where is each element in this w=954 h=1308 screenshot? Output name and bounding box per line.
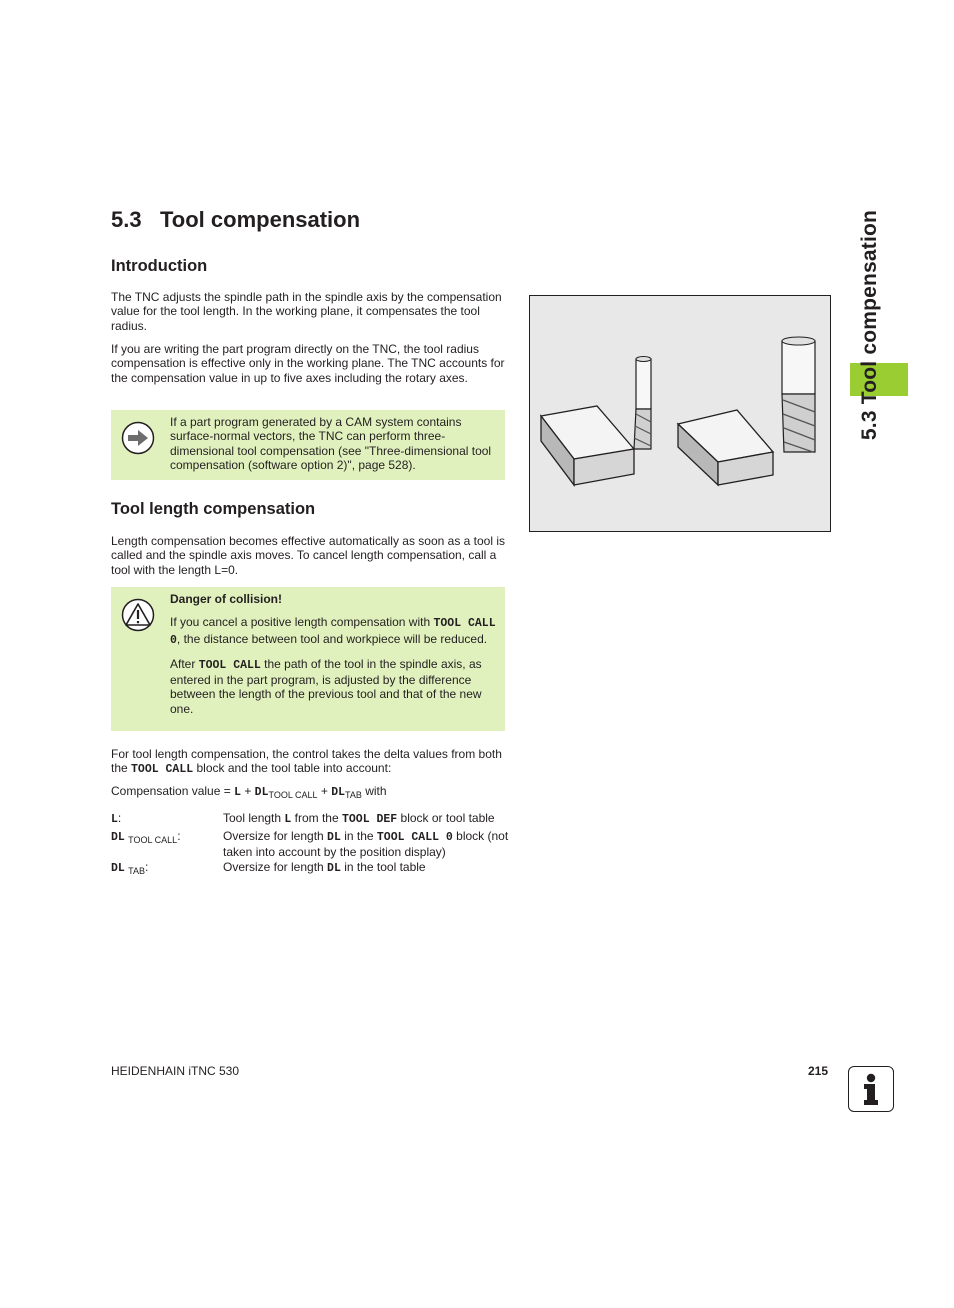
tool-length-paragraph-2: For tool length compensation, the control takes the delta values from both the TOOL CALL block and the tool table into account: (111, 747, 502, 777)
warning-triangle-icon (121, 598, 155, 632)
warning-paragraph-2: After TOOL CALL the path of the tool in the spindle axis, as entered in the part program, is adjusted by the difference between the length of the previous tool and that of the new one. (170, 656, 482, 716)
intro-heading: Introduction (111, 257, 208, 275)
footer-manual-name: HEIDENHAIN iTNC 530 (111, 1064, 240, 1078)
collision-warning-box (111, 587, 505, 731)
workpiece-block-right (678, 410, 773, 485)
workpiece-block-left (541, 406, 634, 485)
milling-tool-right (782, 337, 815, 452)
warning-title: Danger of collision! (170, 592, 283, 606)
section-number: 5.3 (111, 207, 142, 232)
warning-paragraph-1: If you cancel a positive length compensation with TOOL CALL 0, the distance between tool and workpiece will be reduced. (170, 615, 496, 647)
info-icon[interactable] (848, 1066, 894, 1112)
definition-term-DL-tool-call: DL $_{TOOL CALL}$: (111, 829, 181, 845)
intro-note-text: If a part program generated by a CAM system contains surface-normal vectors, the TNC can perform three-dimensional tool compensation (see "Three-dimensional tool compensation (software option 2)", page 528). (170, 415, 492, 472)
tool-compensation-figure (529, 295, 831, 532)
side-tab-label: 5.3 Tool compensation (858, 209, 881, 441)
definition-list (111, 811, 507, 881)
definition-desc-DL-tool-call: Oversize for length DL in the TOOL CALL 0 block (not taken into account by the position display) (223, 829, 509, 860)
section-side-tab (832, 170, 908, 480)
intro-paragraph-1: The TNC adjusts the spindle path in the spindle axis by the compensation value for the tool length. In the working plane, it compensates the tool radius. (111, 290, 502, 333)
arrow-right-icon (121, 421, 155, 455)
intro-note-box (111, 410, 505, 480)
definition-term-DL-tab: DL $_{TAB}$: (111, 860, 149, 876)
tool-length-paragraph-1: Length compensation becomes effective automatically as soon as a tool is called and the spindle axis moves. To cancel length compensation, call a tool with the length L=0. (111, 534, 506, 577)
definition-desc-DL-tab: Oversize for length DL in the tool table (223, 860, 426, 875)
compensation-formula: Compensation value = $L + DL_{TOOL CALL} + DL_{TAB}$ with (111, 784, 387, 800)
definition-desc-L: Tool length L from the TOOL DEF block or tool table (223, 811, 495, 826)
page-number: 215 (808, 1064, 829, 1078)
section-title: Tool compensation (160, 207, 361, 232)
milling-tool-left (634, 357, 651, 450)
page-title (111, 207, 360, 233)
tool-length-heading: Tool length compensation (111, 500, 316, 518)
definition-term-L: L: (111, 811, 122, 826)
intro-paragraph-2: If you are writing the part program directly on the TNC, the tool radius compensation is effective only in the working plane. The TNC accounts for the compensation value in up to five axes including the rotary axes. (111, 342, 505, 385)
